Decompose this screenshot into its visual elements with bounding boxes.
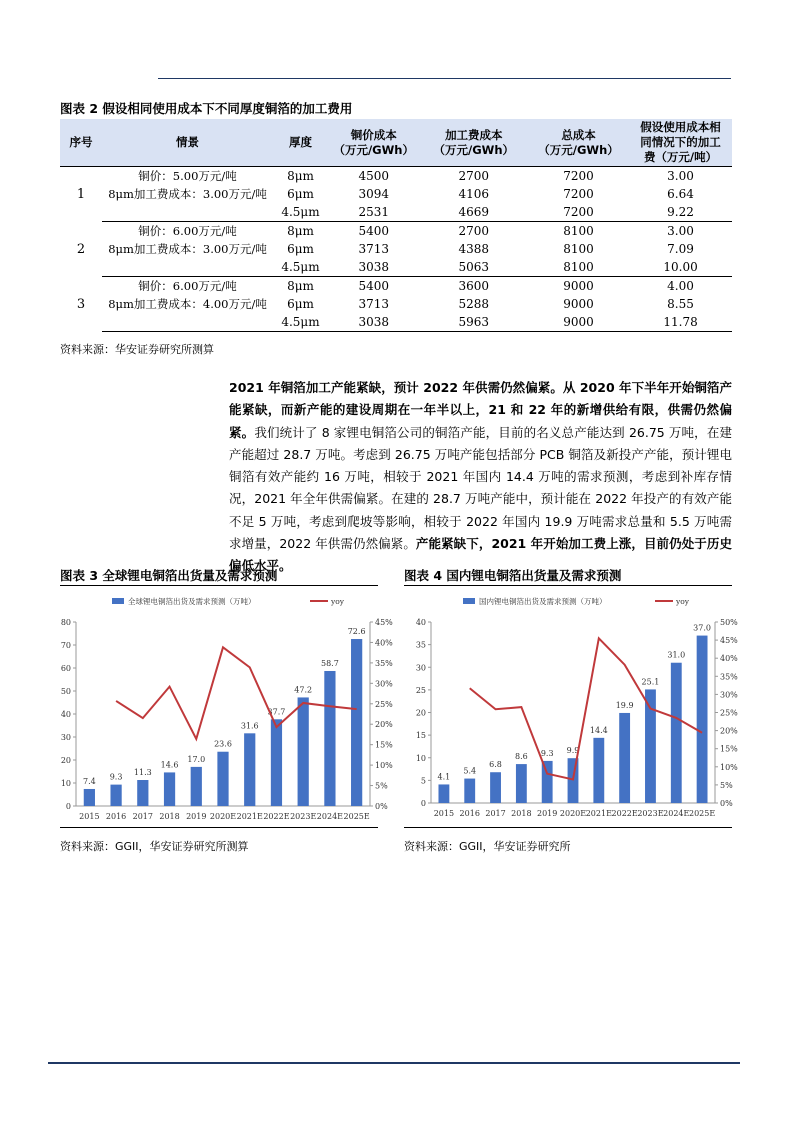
bar-2024E bbox=[324, 671, 335, 806]
paragraph-tail: 产能紧缺下，2021 年开始加工费上涨，目前仍处于历史偏低水平。 bbox=[229, 536, 732, 574]
left-tick-label: 60 bbox=[60, 664, 71, 673]
table-cell: 9000 bbox=[528, 313, 629, 332]
table-cell: 3.00 bbox=[667, 168, 694, 183]
table-cell: 7200 bbox=[563, 186, 594, 201]
x-tick-label: 2016 bbox=[105, 812, 127, 821]
data-label-2016: 5.4 bbox=[463, 766, 477, 776]
row-scene: 铜价：5.00万元/吨 bbox=[138, 168, 237, 183]
x-tick-label: 2019 bbox=[186, 812, 207, 821]
paragraph-lead: 2021 年铜箔加工产能紧缺，预计 2022 年供需仍然偏紧。从 2020 年下半年开始铜箔产能紧缺，而新产能的建设周期在一年半以上，21 和 22 年的新增供给有限，供需仍然偏紧。 bbox=[229, 380, 732, 440]
left-tick-label: 25 bbox=[415, 685, 426, 695]
table-cell: 4669 bbox=[420, 203, 528, 222]
right-tick-label: 0% bbox=[720, 799, 733, 808]
left-tick-label: 30 bbox=[415, 663, 426, 673]
x-tick-label: 2017 bbox=[485, 809, 506, 818]
table-cell: 3038 bbox=[328, 313, 420, 332]
data-label-2020E: 23.6 bbox=[214, 739, 232, 749]
data-label-2025E: 72.6 bbox=[347, 627, 366, 637]
right-tick-label: 40% bbox=[720, 654, 738, 664]
table-row bbox=[60, 167, 732, 186]
legend-bar-swatch bbox=[463, 598, 475, 604]
x-tick-label: 2020E bbox=[559, 809, 587, 818]
x-tick-label: 2020E bbox=[209, 812, 237, 821]
table-cell: 7200 bbox=[563, 168, 594, 183]
data-label-2023E: 47.2 bbox=[294, 685, 313, 695]
right-tick-label: 45% bbox=[720, 636, 738, 646]
x-tick-label: 2016 bbox=[459, 809, 480, 818]
data-label-2020E: 9.9 bbox=[566, 746, 580, 756]
data-label-2017: 6.8 bbox=[489, 760, 502, 770]
data-label-2021E: 31.6 bbox=[240, 721, 259, 731]
table-cell: 9.22 bbox=[629, 203, 732, 222]
legend-line-label: yoy bbox=[676, 597, 689, 606]
data-label-2019: 17.0 bbox=[187, 754, 206, 764]
table-cell: 8.55 bbox=[667, 296, 694, 311]
right-tick-label: 40% bbox=[375, 638, 393, 648]
table-cell: 5063 bbox=[420, 258, 528, 277]
data-label-2024E: 31.0 bbox=[667, 650, 686, 660]
left-tick-label: 0 bbox=[420, 799, 426, 808]
fig3-title: 图表 3 全球锂电铜箔出货量及需求预测 bbox=[60, 568, 278, 583]
bar-2021E bbox=[244, 733, 255, 806]
row-scene: 8μm加工费成本：3.00万元/吨 bbox=[108, 241, 267, 256]
table-cell: 2700 bbox=[458, 223, 490, 238]
data-label-2024E: 58.7 bbox=[321, 658, 339, 668]
data-label-2015: 4.1 bbox=[437, 772, 451, 782]
right-tick-label: 10% bbox=[720, 762, 738, 772]
table-cell: 8μm bbox=[287, 278, 314, 293]
x-tick-label: 2023E bbox=[637, 809, 664, 818]
table-cell: 3.00 bbox=[667, 223, 694, 238]
bar-2017 bbox=[490, 772, 501, 803]
bar-2022E bbox=[271, 719, 282, 806]
bar-2021E bbox=[593, 738, 604, 803]
row-scene bbox=[102, 203, 273, 222]
paragraph-body: 我们统计了 8 家锂电铜箔公司的铜箔产能，目前的名义总产能达到 26.75 万吨，在建产能超过 28.7 万吨。考虑到 26.75 万吨产能包括部分 PCB 铜箔及新投产产能，预计锂电铜箔有效产能约 16 万吨，相较于 2021 年国内 14.4 万吨的需求预测，考虑到补库存情况，2021 年全年供需偏紧。在建的 28.7 万吨产能中，预计能在 2022 年投产的有效产能不足 5 万吨，考虑到爬坡等影响，相较于 2022 年国内 19.9 万吨需求总量和 5.5 万吨需求增量，2022 年供需仍然偏紧。 bbox=[229, 424, 732, 552]
right-tick-label: 5% bbox=[720, 780, 733, 790]
data-label-2017: 11.3 bbox=[133, 768, 152, 778]
left-tick-label: 0 bbox=[65, 802, 71, 811]
right-tick-label: 0% bbox=[375, 802, 388, 811]
left-tick-label: 50 bbox=[60, 687, 71, 696]
body-paragraph bbox=[229, 377, 732, 578]
x-tick-label: 2025E bbox=[688, 809, 716, 818]
right-tick-label: 10% bbox=[375, 761, 393, 771]
legend-line-label: yoy bbox=[331, 597, 344, 606]
table-cell: 4.5μm bbox=[273, 258, 328, 277]
table-cell: 3094 bbox=[358, 186, 389, 201]
bar-2019 bbox=[542, 761, 553, 803]
table-source: 资料来源：华安证券研究所测算 bbox=[60, 343, 214, 356]
data-label-2018: 8.6 bbox=[514, 752, 528, 762]
table-cell: 3713 bbox=[358, 241, 389, 256]
right-tick-label: 20% bbox=[720, 726, 738, 736]
table-cell: 7200 bbox=[528, 203, 629, 222]
header-scene: 情景 bbox=[102, 119, 273, 167]
table-row bbox=[60, 313, 732, 332]
right-tick-label: 30% bbox=[720, 690, 738, 700]
x-tick-label: 2024E bbox=[316, 812, 344, 821]
bar-2024E bbox=[671, 663, 682, 803]
bar-2017 bbox=[137, 780, 148, 806]
table-cell: 6μm bbox=[287, 296, 314, 311]
header-copper-cost: 铜价成本 （万元/GWh） bbox=[328, 119, 420, 167]
left-tick-label: 10 bbox=[415, 753, 426, 763]
x-tick-label: 2019 bbox=[537, 809, 558, 818]
table-cell: 4.5μm bbox=[273, 313, 328, 332]
right-tick-label: 35% bbox=[720, 672, 738, 682]
bar-2019 bbox=[191, 767, 202, 806]
row-scene bbox=[102, 313, 273, 332]
left-tick-label: 5 bbox=[420, 776, 426, 786]
fig4-bottom-rule bbox=[404, 827, 732, 828]
legend-bar-label: 国内锂电铜箔出货及需求预测（万吨） bbox=[479, 597, 607, 606]
right-tick-label: 25% bbox=[375, 699, 393, 709]
fig3-top-rule bbox=[60, 585, 378, 586]
table-cell: 10.00 bbox=[629, 258, 732, 277]
header-rule bbox=[158, 78, 731, 79]
left-tick-label: 20 bbox=[415, 708, 426, 718]
right-tick-label: 50% bbox=[720, 618, 738, 627]
left-tick-label: 70 bbox=[60, 641, 71, 650]
bar-2016 bbox=[464, 779, 475, 803]
table-row bbox=[60, 277, 732, 296]
left-tick-label: 40 bbox=[415, 618, 426, 627]
table-row bbox=[60, 185, 732, 203]
row-index: 2 bbox=[76, 241, 86, 257]
bar-2023E bbox=[298, 697, 309, 806]
table-cell: 4.5μm bbox=[273, 203, 328, 222]
x-tick-label: 2021E bbox=[585, 809, 612, 818]
fig3-source: 资料来源：GGII，华安证券研究所测算 bbox=[60, 840, 249, 853]
x-tick-label: 2023E bbox=[290, 812, 317, 821]
x-tick-label: 2018 bbox=[511, 809, 532, 818]
table-cell: 8100 bbox=[528, 258, 629, 277]
bar-2018 bbox=[164, 772, 175, 806]
table-cell: 6μm bbox=[287, 241, 314, 256]
x-tick-label: 2017 bbox=[132, 812, 153, 821]
data-label-2022E: 19.9 bbox=[615, 700, 634, 710]
table-row bbox=[60, 203, 732, 222]
table-cell: 4500 bbox=[358, 168, 389, 183]
left-tick-label: 80 bbox=[60, 618, 71, 627]
bar-2023E bbox=[645, 689, 656, 803]
x-tick-label: 2024E bbox=[663, 809, 690, 818]
data-label-2021E: 14.4 bbox=[589, 725, 608, 735]
legend-bar-label: 全球锂电铜箔出货及需求预测（万吨） bbox=[128, 597, 256, 606]
table-row bbox=[60, 258, 732, 277]
table-cell: 6.64 bbox=[667, 186, 694, 201]
chart-domestic-copper-foil bbox=[395, 588, 740, 824]
bar-2020E bbox=[568, 758, 579, 803]
data-label-2016: 9.3 bbox=[109, 772, 123, 782]
left-tick-label: 20 bbox=[60, 756, 71, 765]
header-total-cost: 总成本 （万元/GWh） bbox=[528, 119, 629, 167]
x-tick-label: 2018 bbox=[159, 812, 180, 821]
x-tick-label: 2015 bbox=[79, 812, 100, 821]
data-label-2015: 7.4 bbox=[82, 776, 96, 786]
table-cell: 2531 bbox=[328, 203, 420, 222]
footer-rule bbox=[48, 1062, 740, 1064]
table-cell: 8μm bbox=[287, 223, 314, 238]
left-tick-label: 30 bbox=[60, 733, 71, 742]
row-scene: 8μm加工费成本：4.00万元/吨 bbox=[108, 296, 267, 311]
right-tick-label: 35% bbox=[375, 658, 393, 668]
bar-2015 bbox=[438, 784, 449, 803]
table-cell: 6μm bbox=[287, 186, 314, 201]
data-label-2018: 14.6 bbox=[160, 760, 179, 770]
header-processing-cost: 加工费成本 （万元/GWh） bbox=[420, 119, 528, 167]
bar-2022E bbox=[619, 713, 630, 803]
table-cell: 5400 bbox=[358, 223, 389, 238]
data-label-2025E: 37.0 bbox=[693, 623, 711, 633]
right-tick-label: 15% bbox=[720, 744, 738, 754]
cost-table bbox=[60, 119, 732, 332]
table-title: 图表 2 假设相同使用成本下不同厚度铜箔的加工费用 bbox=[60, 101, 353, 116]
header-processing-fee: 假设使用成本相 同情况下的加工 费（万元/吨） bbox=[629, 119, 732, 167]
fig4-source: 资料来源：GGII，华安证券研究所 bbox=[404, 840, 571, 853]
table-row bbox=[60, 240, 732, 258]
x-tick-label: 2025E bbox=[343, 812, 370, 821]
bar-2025E bbox=[351, 639, 362, 806]
data-label-2023E: 25.1 bbox=[641, 677, 660, 687]
bar-2025E bbox=[697, 636, 708, 803]
row-scene bbox=[102, 258, 273, 277]
table-cell: 8100 bbox=[563, 241, 594, 256]
header-index: 序号 bbox=[60, 119, 102, 167]
bar-2015 bbox=[84, 789, 95, 806]
data-label-2019: 9.3 bbox=[540, 748, 554, 758]
x-tick-label: 2015 bbox=[433, 809, 455, 818]
table-cell: 7.09 bbox=[667, 241, 694, 256]
table-cell: 5288 bbox=[458, 296, 490, 311]
right-tick-label: 20% bbox=[375, 720, 393, 730]
chart-global-copper-foil bbox=[50, 588, 393, 824]
x-tick-label: 2022E bbox=[611, 809, 638, 818]
x-tick-label: 2021E bbox=[236, 812, 263, 821]
right-tick-label: 45% bbox=[375, 618, 393, 627]
table-cell: 4.00 bbox=[667, 278, 694, 293]
bar-2016 bbox=[110, 785, 121, 806]
header-thickness: 厚度 bbox=[273, 119, 328, 167]
row-scene: 8μm加工费成本：3.00万元/吨 bbox=[108, 186, 267, 201]
table-cell: 3038 bbox=[328, 258, 420, 277]
table-cell: 3713 bbox=[358, 296, 389, 311]
table-cell: 9000 bbox=[563, 278, 594, 293]
data-label-2022E: 37.7 bbox=[267, 707, 286, 717]
fig3-bottom-rule bbox=[60, 827, 378, 828]
left-tick-label: 15 bbox=[415, 731, 426, 741]
table-cell: 4388 bbox=[458, 241, 490, 256]
table-cell: 8μm bbox=[287, 168, 314, 183]
left-tick-label: 40 bbox=[60, 710, 71, 719]
row-scene: 铜价：6.00万元/吨 bbox=[138, 223, 237, 238]
row-index: 3 bbox=[76, 296, 86, 312]
legend-bar-swatch bbox=[112, 598, 124, 604]
table-cell: 8100 bbox=[563, 223, 594, 238]
table-cell: 9000 bbox=[563, 296, 594, 311]
right-tick-label: 30% bbox=[375, 679, 393, 689]
right-tick-label: 5% bbox=[375, 781, 388, 791]
row-scene: 铜价：6.00万元/吨 bbox=[138, 278, 237, 293]
bar-2018 bbox=[516, 764, 527, 803]
table-cell: 11.78 bbox=[629, 313, 732, 332]
left-tick-label: 10 bbox=[60, 779, 71, 788]
table-cell: 5400 bbox=[358, 278, 389, 293]
fig4-title: 图表 4 国内锂电铜箔出货量及需求预测 bbox=[404, 568, 622, 583]
table-cell: 5963 bbox=[420, 313, 528, 332]
x-tick-label: 2022E bbox=[263, 812, 290, 821]
fig4-top-rule bbox=[404, 585, 732, 586]
table-row bbox=[60, 295, 732, 313]
table-cell: 2700 bbox=[458, 168, 490, 183]
left-tick-label: 35 bbox=[415, 640, 426, 650]
right-tick-label: 15% bbox=[375, 740, 393, 750]
table-cell: 3600 bbox=[458, 278, 490, 293]
table-cell: 4106 bbox=[458, 186, 490, 201]
right-tick-label: 25% bbox=[720, 708, 738, 718]
row-index: 1 bbox=[76, 186, 86, 202]
table-row bbox=[60, 222, 732, 241]
bar-2020E bbox=[217, 752, 228, 806]
